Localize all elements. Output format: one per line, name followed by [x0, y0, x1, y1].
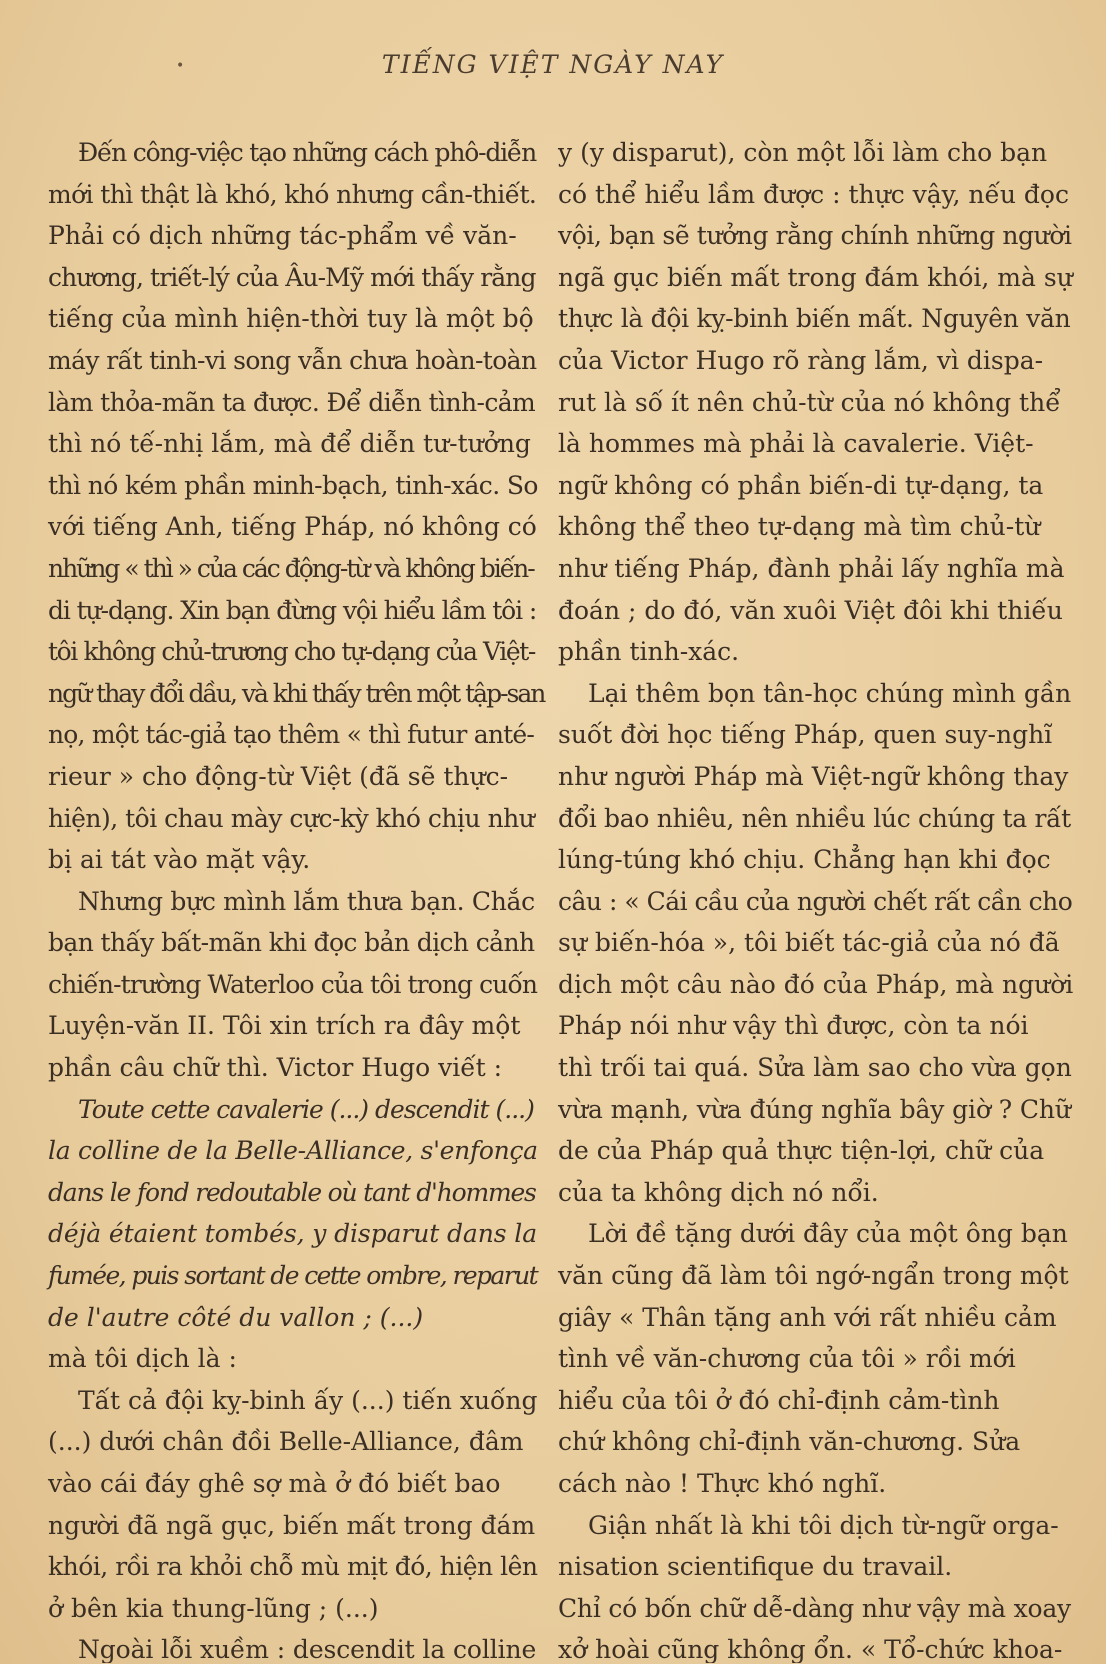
- text-line: sự biến-hóa », tôi biết tác-giả của nó đã: [558, 928, 1060, 958]
- text-line: máy rất tinh-vi song vẫn chưa hoàn-toàn: [48, 345, 537, 375]
- text-line: tình về văn-chương của tôi » rồi mới: [558, 1344, 1016, 1374]
- text-line: là hommes mà phải là cavalerie. Việt-: [558, 429, 1034, 459]
- text-line: văn cũng đã làm tôi ngớ-ngẩn trong một: [558, 1261, 1069, 1291]
- text-line: Nhưng bực mình lắm thưa bạn. Chắc: [78, 886, 535, 916]
- text-line: nisation scientifique du travail.: [558, 1552, 953, 1582]
- quote-line: la colline de la Belle-Alliance, s'enfonça: [48, 1136, 538, 1166]
- text-line: chiến-trường Waterloo của tôi trong cuốn: [48, 969, 538, 999]
- text-line: Lại thêm bọn tân-học chúng mình gần: [588, 678, 1072, 708]
- text-line: lúng-túng khó chịu. Chẳng hạn khi đọc: [558, 845, 1051, 875]
- text-line: Đến công-việc tạo những cách phô-diễn: [78, 138, 537, 167]
- text-line: vội, bạn sẽ tưởng rằng chính những người: [558, 221, 1072, 251]
- text-line: mà tôi dịch là :: [48, 1344, 237, 1374]
- text-line: khói, rồi ra khỏi chỗ mù mịt đó, hiện lên: [48, 1552, 538, 1582]
- text-line: dịch một câu nào đó của Pháp, mà người: [558, 969, 1074, 999]
- text-line: vừa mạnh, vừa đúng nghĩa bây giờ ? Chữ: [558, 1094, 1071, 1124]
- text-line: xở hoài cũng không ổn. « Tổ-chức khoa-: [558, 1635, 1063, 1664]
- text-line: Pháp nói như vậy thì được, còn ta nói: [558, 1011, 1029, 1041]
- text-line: thì trối tai quá. Sửa làm sao cho vừa gọn: [558, 1053, 1072, 1083]
- text-line: phần tinh-xác.: [558, 637, 740, 667]
- text-line: tiếng của mình hiện-thời tuy là một bộ: [48, 304, 534, 334]
- text-line: như tiếng Pháp, đành phải lấy nghĩa mà: [558, 553, 1065, 583]
- text-line: cách nào ! Thực khó nghĩ.: [558, 1469, 887, 1498]
- text-line: ngữ thay đổi dầu, và khi thấy trên một tập-san: [48, 678, 545, 708]
- text-line: Luyện-văn II. Tôi xin trích ra đây một: [48, 1011, 521, 1041]
- running-head: TIẾNG VIỆT NGÀY NAY: [381, 50, 725, 79]
- text-line: Phải có dịch những tác-phẩm về văn-: [48, 221, 517, 251]
- text-line: rut là số ít nên chủ-từ của nó không thể: [558, 387, 1061, 417]
- quote-line: déjà étaient tombés, y disparut dans la: [48, 1219, 537, 1249]
- text-line: chứ không chỉ-định văn-chương. Sửa: [558, 1427, 1021, 1457]
- text-line: thì nó tế-nhị lắm, mà để diễn tư-tưởng: [48, 429, 531, 459]
- text-line: phần câu chữ thì. Victor Hugo viết :: [48, 1053, 503, 1083]
- quote-line: fumée, puis sortant de cette ombre, reparut: [48, 1261, 538, 1291]
- text-line: không thể theo tự-dạng mà tìm chủ-từ: [558, 512, 1041, 542]
- text-line: những « thì » của các động-từ và không biến-: [48, 553, 534, 583]
- text-line: Tất cả đội kỵ-binh ấy (...) tiến xuống: [78, 1385, 538, 1415]
- left-column: [48, 132, 545, 1664]
- text-line: hiện), tôi chau mày cực-kỳ khó chịu như: [48, 803, 535, 833]
- text-line: của Victor Hugo rõ ràng lắm, vì dispa-: [558, 345, 1044, 375]
- text-line: của ta không dịch nó nổi.: [558, 1177, 879, 1207]
- text-line: Giận nhất là khi tôi dịch từ-ngữ orga-: [588, 1510, 1059, 1540]
- text-line: y (y disparut), còn một lỗi làm cho bạn: [558, 138, 1048, 167]
- text-line: suốt đời học tiếng Pháp, quen suy-nghĩ: [558, 720, 1053, 750]
- text-line: di tự-dạng. Xin bạn đừng vội hiểu lầm tôi :: [48, 595, 537, 625]
- text-line: bạn thấy bất-mãn khi đọc bản dịch cảnh: [48, 928, 535, 958]
- text-line: với tiếng Anh, tiếng Pháp, nó không có: [48, 512, 537, 542]
- text-line: tôi không chủ-trương cho tự-dạng của Việt-: [48, 637, 535, 667]
- text-line: bị ai tát vào mặt vậy.: [48, 845, 311, 875]
- text-line: ngã gục biến mất trong đám khói, mà sự: [558, 262, 1073, 292]
- text-line: mới thì thật là khó, khó nhưng cần-thiết.: [48, 179, 537, 209]
- text-line: nọ, một tác-giả tạo thêm « thì futur anté-: [48, 720, 535, 750]
- text-line: hiểu của tôi ở đó chỉ-định cảm-tình: [558, 1385, 1000, 1415]
- text-line: chương, triết-lý của Âu-Mỹ mới thấy rằng: [48, 262, 536, 292]
- quote-line: Toute cette cavalerie (...) descendit (...): [78, 1094, 534, 1124]
- text-line: câu : « Cái cầu của người chết rất cần cho: [558, 886, 1073, 916]
- text-line: có thể hiểu lầm được : thực vậy, nếu đọc: [558, 179, 1069, 209]
- text-line: người đã ngã gục, biến mất trong đám: [48, 1510, 536, 1540]
- text-line: Chỉ có bốn chữ dễ-dàng như vậy mà xoay: [558, 1593, 1071, 1623]
- quote-line: dans le fond redoutable où tant d'hommes: [48, 1177, 536, 1207]
- text-line: rieur » cho động-từ Việt (đã sẽ thực-: [48, 761, 509, 791]
- right-column: [558, 132, 1074, 1663]
- text-line: làm thỏa-mãn ta được. Để diễn tình-cảm: [48, 387, 536, 417]
- text-line: như người Pháp mà Việt-ngữ không thay: [558, 761, 1069, 791]
- text-line: thực là đội kỵ-binh biến mất. Nguyên văn: [558, 304, 1071, 334]
- text-line: Lời đề tặng dưới đây của một ông bạn: [588, 1219, 1068, 1249]
- header-mark: •: [176, 58, 185, 74]
- text-line: đoán ; do đó, văn xuôi Việt đôi khi thiếu: [558, 595, 1063, 625]
- text-line: de của Pháp quả thực tiện-lợi, chữ của: [558, 1136, 1045, 1166]
- quote-line: de l'autre côté du vallon ; (...): [48, 1302, 424, 1332]
- text-line: giây « Thân tặng anh với rất nhiều cảm: [558, 1302, 1057, 1332]
- text-line: ở bên kia thung-lũng ; (...): [48, 1593, 379, 1623]
- text-line: Ngoài lỗi xuềm : descendit la colline: [78, 1635, 537, 1664]
- text-line: thì nó kém phần minh-bạch, tinh-xác. So: [48, 470, 538, 500]
- text-line: đổi bao nhiêu, nên nhiều lúc chúng ta rất: [558, 803, 1071, 833]
- text-line: (...) dưới chân đồi Belle-Alliance, đâm: [48, 1427, 524, 1457]
- text-line: vào cái đáy ghê sợ mà ở đó biết bao: [48, 1469, 501, 1498]
- text-line: ngữ không có phần biến-di tự-dạng, ta: [558, 470, 1044, 500]
